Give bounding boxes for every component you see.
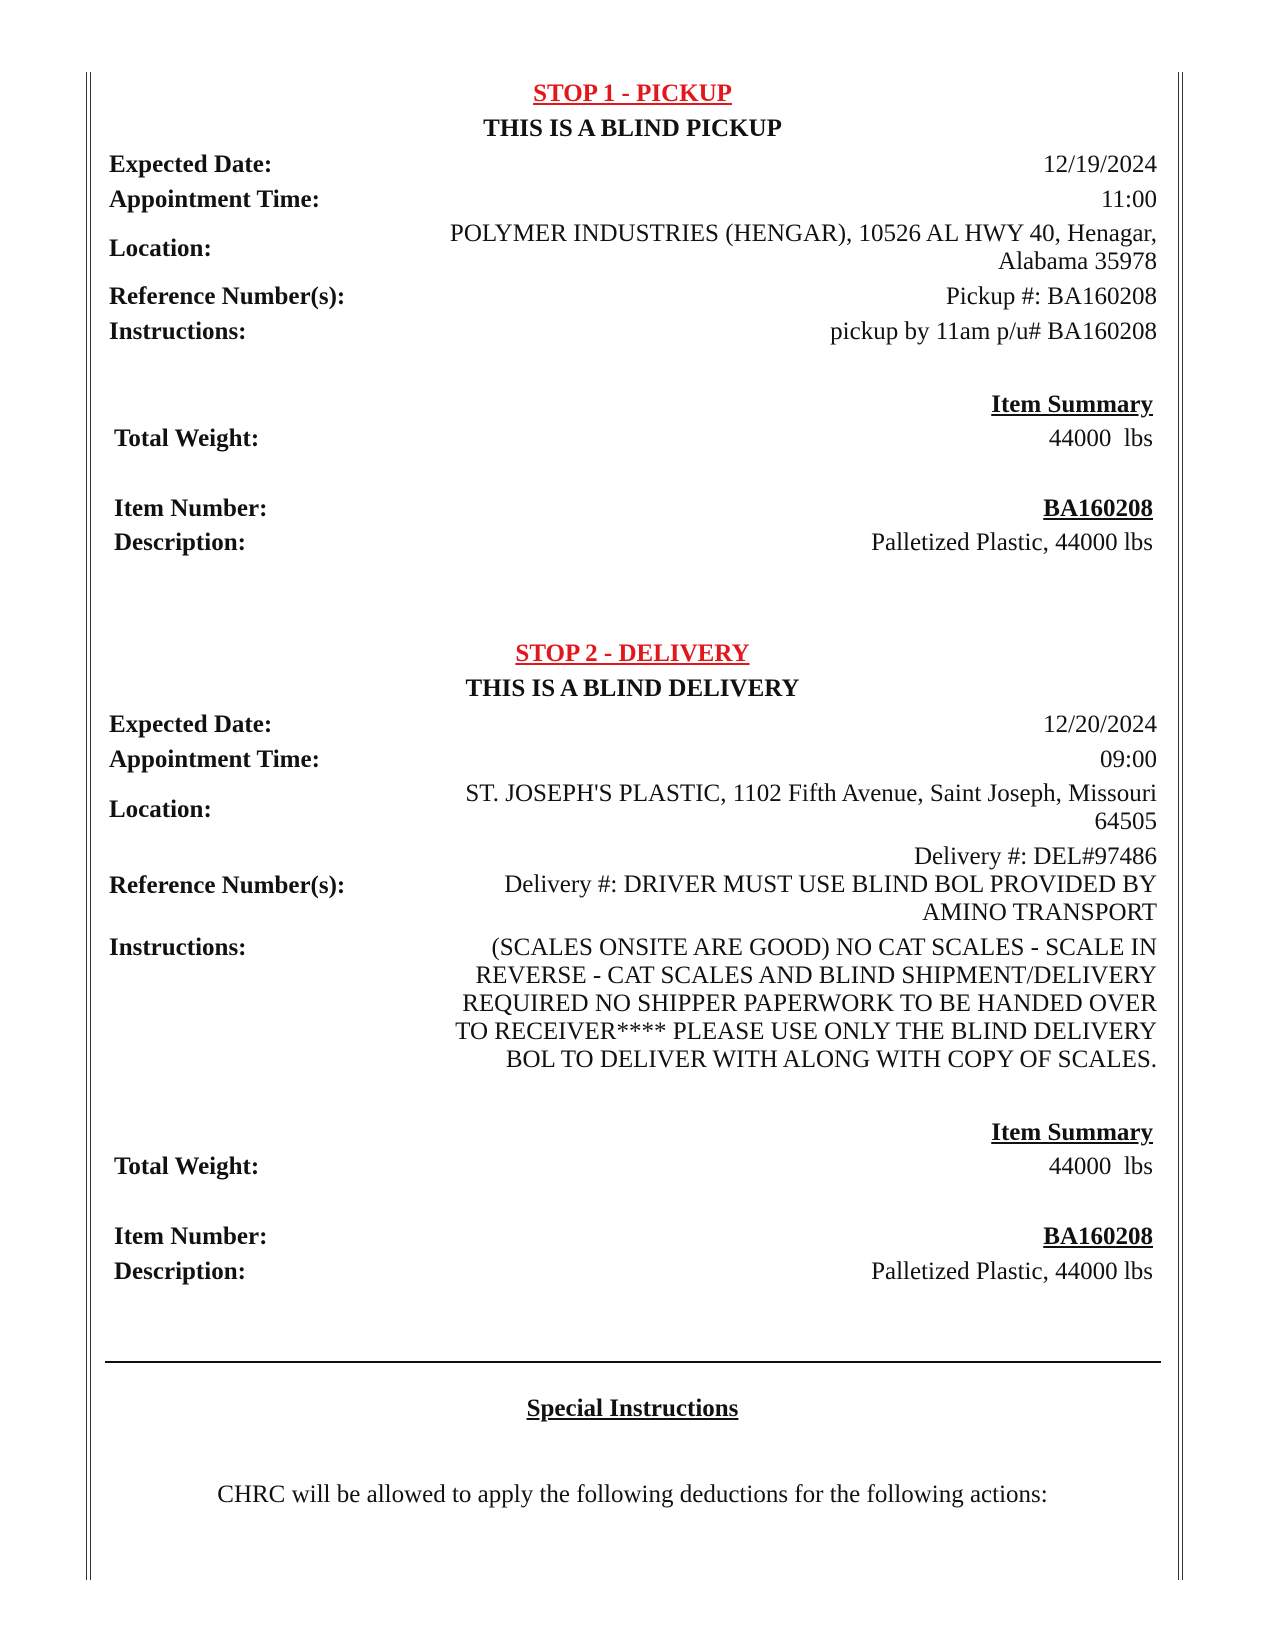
total-weight-value: 44000 lbs	[1048, 425, 1153, 452]
description-label: Description:	[114, 529, 246, 556]
description-value: Palletized Plastic, 44000 lbs	[871, 1258, 1153, 1285]
description-label: Description:	[114, 1258, 246, 1285]
total-weight-label: Total Weight:	[114, 425, 260, 452]
instructions-value: (SCALES ONSITE ARE GOOD) NO CAT SCALES - SCALE IN REVERSE - CAT SCALES AND BLIND SHIPMENT/DELIVERY REQUIRED NO SHIPPER PAPERWORK TO BE HANDED OVER TO RECEIVER**** PLEASE USE ONLY THE BLIND DELIVERY BOL TO DELIVER WITH ALONG WITH COPY OF SCALES.	[455, 934, 1157, 1073]
item-summary-heading: Item Summary	[991, 391, 1153, 418]
location-value: ST. JOSEPH'S PLASTIC, 1102 Fifth Avenue, Saint Joseph, Missouri 64505	[465, 780, 1157, 835]
section-divider	[105, 1361, 1161, 1363]
stop-2-heading: STOP 2 - DELIVERY	[515, 640, 750, 667]
instructions-value: pickup by 11am p/u# BA160208	[830, 318, 1157, 345]
appointment-time-label: Appointment Time:	[109, 746, 320, 773]
item-number-value: BA160208	[1043, 495, 1153, 522]
expected-date-label: Expected Date:	[109, 711, 273, 738]
expected-date-value: 12/20/2024	[1043, 711, 1157, 738]
appointment-time-value: 09:00	[1100, 746, 1157, 773]
stop-1-heading: STOP 1 - PICKUP	[533, 80, 732, 107]
left-margin-line	[86, 72, 87, 1580]
item-number-value: BA160208	[1043, 1223, 1153, 1250]
location-value: POLYMER INDUSTRIES (HENGAR), 10526 AL HWY 40, Henagar, Alabama 35978	[449, 220, 1157, 275]
reference-number-label: Reference Number(s):	[109, 283, 346, 310]
item-number-label: Item Number:	[114, 495, 268, 522]
stop-2-subheading: THIS IS A BLIND DELIVERY	[465, 675, 800, 702]
right-margin-line	[1182, 72, 1183, 1580]
reference-number-value-2: Delivery #: DRIVER MUST USE BLIND BOL PROVIDED BY AMINO TRANSPORT	[504, 871, 1157, 926]
total-weight-label: Total Weight:	[114, 1153, 260, 1180]
left-margin-line	[90, 72, 91, 1580]
instructions-label: Instructions:	[109, 318, 247, 345]
appointment-time-label: Appointment Time:	[109, 186, 320, 213]
instructions-label: Instructions:	[109, 934, 247, 961]
description-value: Palletized Plastic, 44000 lbs	[871, 529, 1153, 556]
expected-date-value: 12/19/2024	[1043, 151, 1157, 178]
special-instructions-heading: Special Instructions	[526, 1395, 739, 1422]
appointment-time-value: 11:00	[1100, 186, 1157, 213]
reference-number-value-1: Delivery #: DEL#97486	[913, 843, 1157, 870]
stop-1-subheading: THIS IS A BLIND PICKUP	[483, 115, 782, 142]
reference-number-value: Pickup #: BA160208	[945, 283, 1157, 310]
total-weight-value: 44000 lbs	[1048, 1153, 1153, 1180]
item-number-label: Item Number:	[114, 1223, 268, 1250]
location-label: Location:	[109, 235, 212, 262]
expected-date-label: Expected Date:	[109, 151, 273, 178]
right-margin-line	[1178, 72, 1179, 1580]
reference-number-label: Reference Number(s):	[109, 872, 346, 899]
special-instructions-text: CHRC will be allowed to apply the following deductions for the following actions:	[217, 1481, 1048, 1508]
location-label: Location:	[109, 796, 212, 823]
item-summary-heading: Item Summary	[991, 1119, 1153, 1146]
